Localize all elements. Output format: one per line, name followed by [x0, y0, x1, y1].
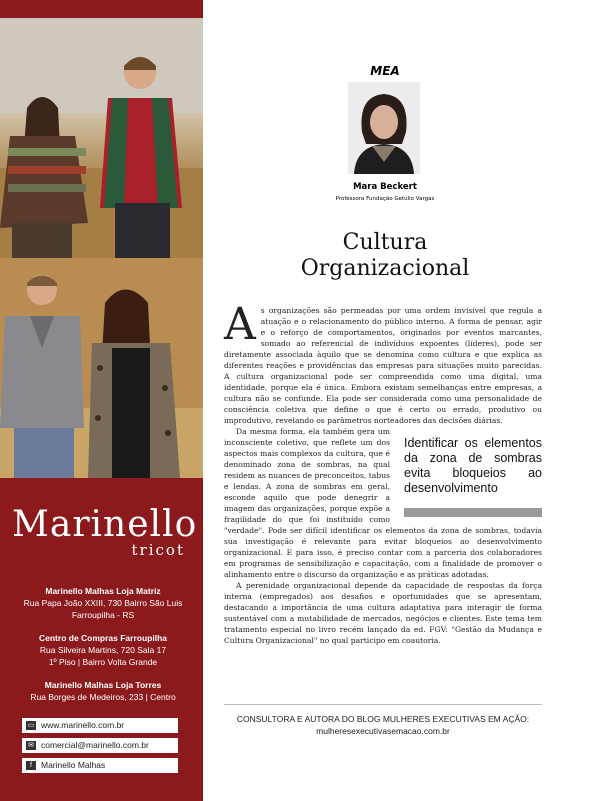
fashion-photo-bottom: [0, 258, 203, 478]
store-address-line: Rua Borges de Medeiros, 233 | Centro: [30, 692, 176, 702]
email-text: comercial@marinello.com.br: [41, 740, 149, 750]
store-centro-compras: [8, 632, 198, 668]
facebook-icon: f: [26, 761, 36, 770]
models-illustration-bottom: [0, 258, 203, 478]
brand-subtitle: tricot: [131, 541, 185, 559]
author-name: Mara Beckert: [353, 182, 417, 192]
author-portrait: [348, 82, 420, 174]
author-footer: [224, 713, 542, 737]
title-line: Cultura: [342, 230, 428, 255]
paragraph-text: s organizações são permeadas por uma ordem invisível que regula a atuação e o relacionamento do público interno. A forma de pensar, agir e o reforço de comportamentos, originados por eventos marcantes, somado ao referencial de indivíduos expoentes (líderes), pode ser diretamente associada àquilo que se denomina como cultura e que explica as diferentes reações e providências das empresas para situações muito parecidas. A cultura organizacional pode ser compreendida como uma digital, uma identidade, porque ela é única. Embora existam semelhanças entre empresas, a cultura não se confunde. Ela pode ser considerada como uma personalidade de consciência coletiva que define o que é certo ou errado, produtivo ou improdutivo, revelando os parâmetros norteadores das decisões diárias.: [224, 306, 542, 425]
pull-quote-text: Identificar os elementos da zona de sombras evita bloqueios ao desenvolvimento: [404, 436, 542, 495]
fashion-photo-top: [0, 18, 203, 258]
store-address-line: Farroupilha - RS: [71, 610, 135, 620]
author-role: Professora Fundação Getúlio Vargas: [335, 196, 435, 202]
store-name: Centro de Compras Farroupilha: [39, 633, 167, 643]
paragraph: Da mesma forma, ela também gera um inconsciente coletivo, que reflete um dos aspectos mais complexos da cultura, que é denominado zona de sombras, na qual residem as nuances de preconceitos, tabus e lendas. A zona de sombras em geral, esconde aquilo que pode denegrir a imagem das organizações, porque expõe a fragilidade do que foi instituído como "verdade". Pode ser difícil identificar os elementos da zona de sombras, todavia sua investigação é relevante para evitar bloqueios ao desenvolvimento organizacional. E para isso, é preciso contar com a parceria dos colaboradores em programas de sensibilização e capacitação, com a finalidade de promover o alinhamento entre o discurso da organização e as práticas adotadas.: [224, 427, 542, 579]
paragraph: A perenidade organizacional depende da capacidade de respostas da força interna (empregados) aos desafios e oportunidades que se apresentam, destacando a importância de uma cultura adaptativa para interagir de forma sustentável com a mutabilidade de mercados, negócios e clientes. Este tema tem tratamento especial no livro recém lançado da ed. FGV: "Gestão da Mudança e Cultura Organizacional" no qual participo em coautoria.: [224, 581, 542, 645]
store-name: Marinello Malhas Loja Matriz: [45, 586, 161, 596]
website-text: www.marinello.com.br: [41, 720, 125, 730]
drop-cap: A: [224, 299, 256, 350]
footer-divider: [224, 704, 542, 705]
article-title: [270, 230, 500, 282]
store-address-line: Rua Silveira Martins, 720 Sala 17: [39, 645, 167, 655]
store-address-line: 1º Piso | Bairro Volta Grande: [48, 657, 158, 667]
pull-quote: [404, 436, 542, 517]
paragraph: [224, 299, 542, 426]
models-illustration-top: [0, 18, 203, 258]
brand-name: Marinello: [12, 504, 198, 545]
store-torres: [8, 679, 198, 703]
email-link[interactable]: [22, 738, 178, 753]
marinello-advertisement: [0, 0, 203, 801]
footer-line: CONSULTORA E AUTORA DO BLOG MULHERES EXECUTIVAS EM AÇÃO:: [236, 714, 530, 724]
website-link[interactable]: [22, 718, 178, 733]
store-matriz: [8, 585, 198, 621]
author-photo: [348, 82, 420, 174]
blog-link[interactable]: mulheresexecutivasemacao.com.br: [316, 726, 450, 736]
monitor-icon: ▭: [27, 722, 35, 729]
facebook-text: Marinello Malhas: [41, 760, 106, 770]
store-address-line: Rua Papa João XXIII, 730 Bairro São Luis: [23, 598, 183, 608]
pull-quote-bar: [404, 508, 542, 517]
section-tag: MEA: [370, 64, 400, 78]
brand-logo: [12, 505, 197, 559]
title-line: Organizacional: [300, 256, 470, 281]
facebook-link[interactable]: [22, 758, 178, 773]
envelope-icon: ✉: [26, 741, 36, 750]
article-body: [224, 299, 542, 646]
store-name: Marinello Malhas Loja Torres: [44, 680, 162, 690]
